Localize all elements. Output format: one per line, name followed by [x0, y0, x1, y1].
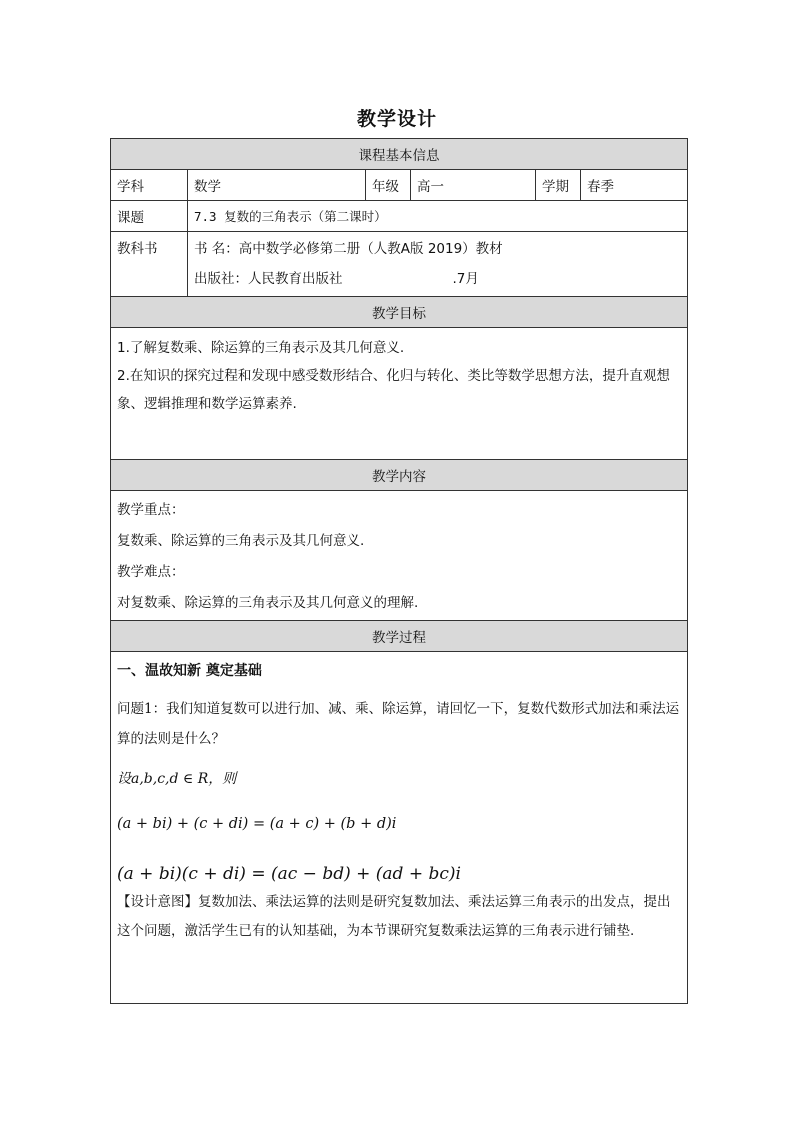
- difficult-points-label: 教学难点：: [117, 564, 185, 580]
- lesson-plan-table: [110, 138, 688, 1004]
- grade-label: 年级: [366, 170, 411, 201]
- math-setup: 设a,b,c,d ∈ R，则: [117, 771, 237, 787]
- textbook-date: .7月: [452, 271, 479, 287]
- section-header-process: 教学过程: [111, 621, 688, 652]
- subject-label: 学科: [111, 170, 188, 201]
- topic-label: 课题: [111, 201, 188, 232]
- math-addition-formula: (a + bi) + (c + di) = (a + c) + (b + d)i: [117, 816, 397, 832]
- question-1: 问题1：我们知道复数可以进行加、减、乘、除运算，请回忆一下，复数代数形式加法和乘法运算的法则是什么？: [117, 701, 680, 747]
- goals-cell: [111, 328, 688, 460]
- content-cell: [111, 491, 688, 621]
- process-heading: 一、温故知新 奠定基础: [117, 663, 262, 679]
- section-header-goals: 教学目标: [111, 297, 688, 328]
- textbook-publisher-line: [194, 264, 681, 294]
- key-points-label: 教学重点：: [117, 502, 185, 518]
- term-value: 春季: [581, 170, 688, 201]
- difficult-points-text: 对复数乘、除运算的三角表示及其几何意义的理解.: [117, 595, 419, 611]
- textbook-info: [188, 232, 688, 297]
- textbook-name: 书 名：高中数学必修第二册（人教A版 2019）教材: [194, 241, 503, 257]
- textbook-label: [111, 232, 188, 297]
- textbook-publisher: 出版社：人民教育出版社: [194, 271, 343, 287]
- topic-value: [188, 201, 688, 232]
- key-points-text: 复数乘、除运算的三角表示及其几何意义.: [117, 533, 365, 549]
- design-intent-note: 【设计意图】复数加法、乘法运算的法则是研究复数加法、乘法运算三角表示的出发点，提出这个问题，激活学生已有的认知基础，为本节课研究复数乘法运算的三角表示进行铺垫.: [117, 894, 671, 939]
- textbook-label-text: 教科书: [117, 241, 158, 257]
- goal-1: 1.了解复数乘、除运算的三角表示及其几何意义.: [117, 340, 405, 356]
- math-multiplication-formula: (a + bi)(c + di) = (ac − bd) + (ad + bc)i: [117, 864, 461, 884]
- topic-text: 7.3 复数的三角表示（第二课时）: [194, 209, 387, 224]
- process-cell: [111, 652, 688, 1004]
- document-title: 教学设计: [356, 108, 437, 130]
- section-header-basic-info: 课程基本信息: [111, 139, 688, 170]
- grade-value: 高一: [411, 170, 536, 201]
- subject-value: 数学: [188, 170, 366, 201]
- term-label: 学期: [536, 170, 581, 201]
- section-header-content: 教学内容: [111, 460, 688, 491]
- goal-2: 2.在知识的探究过程和发现中感受数形结合、化归与转化、类比等数学思想方法，提升直观想象、逻辑推理和数学运算素养.: [117, 368, 670, 412]
